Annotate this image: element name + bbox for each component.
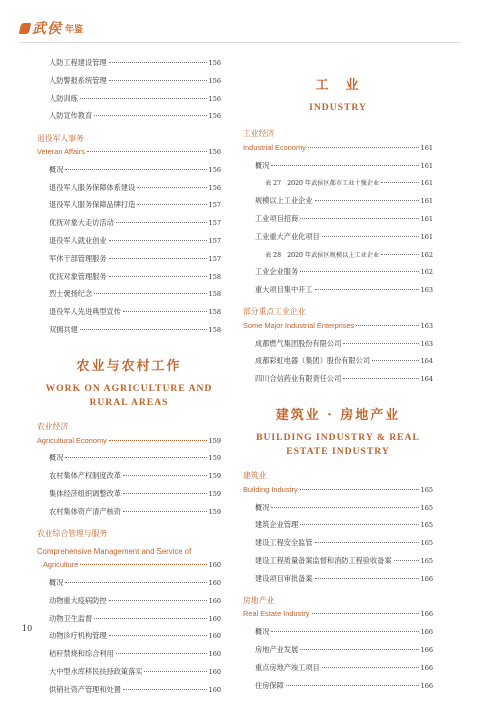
toc-entry[interactable] [243,503,433,521]
toc-entry-title: 供销社资产管理和处置 [49,684,121,694]
toc-entry-title: 成都彩虹电器（集团）股份有限公司 [255,356,371,366]
dot-leader [394,560,419,561]
chapter-title-en: BUILDING INDUSTRY & REAL [256,431,420,443]
dot-leader [315,542,419,543]
dot-leader [65,582,206,583]
toc-entry-title: 重大项目集中开工 [255,285,313,295]
chapter-title-en: INDUSTRY [309,102,367,113]
toc-entry-page: 161 [420,197,433,206]
toc-entry[interactable] [37,272,221,290]
toc-entry-title: 建设工程安全监管 [255,538,313,548]
toc-entry[interactable] [243,556,433,574]
dot-leader [65,169,206,170]
toc-entry[interactable] [37,236,221,254]
toc-entry-page: 159 [208,454,221,463]
toc-entry-page: 165 [420,521,433,530]
toc-list [37,58,221,129]
toc-entry-title: 集体经济组织调整改革 [49,488,121,498]
toc-entry-page: 166 [420,663,433,672]
dot-leader [109,62,207,63]
toc-entry-title: 优抚对象管理服务 [49,271,107,281]
toc-entry-page: 161 [420,214,433,223]
toc-entry-title: 退役军人服务保障体系建设 [49,182,136,192]
toc-entry-page: 160 [208,667,221,676]
toc-entry-title: 成都燃气集团股份有限公司 [255,338,342,348]
toc-entry[interactable] [37,453,221,471]
dot-leader [123,475,207,476]
dot-leader [80,329,207,330]
dot-leader [123,493,207,494]
toc-entry-title: 表 28 2020 年武侯区规模以上工业企业 [265,251,380,259]
toc-entry-title: 概况 [49,577,64,587]
logo-mark-icon [20,22,30,35]
toc-entry-en[interactable]: Agricultural Economy 159 [37,435,221,445]
toc-entry-title: 动物重大疫病防控 [49,595,107,605]
toc-entry[interactable] [37,165,221,183]
toc-list [37,453,221,524]
toc-entry-page: 166 [420,681,433,690]
toc-entry[interactable] [37,596,221,614]
toc-entry-page: 156 [208,94,221,103]
chapter-title-block [37,355,221,410]
toc-entry-page: 156 [208,112,221,121]
toc-entry-title: 农村集体产权制度改革 [49,471,121,481]
toc-list [243,339,433,392]
toc-entry-title: 工业项目招商 [255,213,299,223]
toc-entry-page: 166 [420,645,433,654]
toc-entry-title: 烈士褒扬纪念 [49,289,93,299]
toc-entry-page: 159 [208,507,221,516]
toc-entry[interactable] [37,58,221,76]
page-number: 10 [22,624,33,633]
dot-leader [381,182,418,183]
toc-entry-title: 房地产业发展 [255,644,299,654]
toc-entry-page: 159 [208,489,221,498]
toc-entry-title: 四川合信药业有限责任公司 [255,374,342,384]
toc-entry-title: 建设项目审批备案 [255,573,313,583]
toc-left-column [37,58,221,703]
toc-entry[interactable] [37,667,221,685]
toc-entry-title: 人防训练 [49,93,78,103]
toc-entry-title: 军休干部管理服务 [49,253,107,263]
toc-entry[interactable] [37,111,221,129]
toc-entry-page: 158 [208,308,221,317]
header-divider [20,42,460,43]
toc-list [243,627,433,698]
toc-entry-page: 166 [420,574,433,583]
toc-list [37,165,221,343]
toc-entry-page: 157 [208,254,221,263]
dot-leader [315,289,419,290]
toc-entry[interactable] [37,200,221,218]
toc-entry-title: 概况 [49,164,64,174]
toc-entry-title: 退役军人先进典型宣传 [49,307,121,317]
toc-entry[interactable] [37,685,221,703]
toc-entry[interactable] [243,574,433,592]
dot-leader [109,276,207,277]
dot-leader [123,689,207,690]
toc-entry-title: 动物卫生监督 [49,613,93,623]
toc-entry-page: 160 [208,596,221,605]
toc-entry[interactable] [243,356,433,374]
chapter-title-cn: 建筑业 · 房地产业 [275,407,401,423]
toc-entry-page: 160 [208,614,221,623]
toc-entry-title: 动物诊疗机构管理 [49,631,107,641]
toc-entry-title: 人防警报系统管理 [49,75,107,85]
dot-leader [271,631,418,632]
dot-leader [315,578,419,579]
chapter-title-cn: 工 业 [315,78,361,93]
dot-leader [137,204,206,205]
dot-leader [94,115,206,116]
toc-entry[interactable] [37,218,221,236]
toc-entry-title: 规模以上工业企业 [255,196,313,206]
section-heading-en: Comprehensive Management and Service of [37,546,192,556]
toc-entry-title: 农村集体资产清产核资 [49,506,121,516]
toc-entry-title: 大中型水库移民扶持政策落实 [49,666,143,676]
toc-entry[interactable] [243,232,433,250]
toc-entry-title: 秸秆禁烧和综合利用 [49,649,114,659]
toc-entry[interactable] [243,196,433,214]
dot-leader [322,667,419,668]
yearbook-logo [20,16,83,40]
toc-entry-page: 165 [420,556,433,565]
dot-leader [271,165,418,166]
toc-entry[interactable] [37,307,221,325]
dot-leader [65,457,206,458]
toc-entry-page: 165 [420,539,433,548]
dot-leader [300,524,418,525]
toc-entry-title: 概况 [49,453,64,463]
toc-entry-page: 165 [420,503,433,512]
toc-entry-page: 158 [208,290,221,299]
toc-entry[interactable] [243,681,433,699]
logo-text: 武侯 [32,21,62,37]
section-heading-cn: 农业经济 [37,422,69,432]
toc-right-column [243,58,433,698]
toc-entry[interactable] [243,538,433,556]
toc-entry-title: 人防工程建设管理 [49,58,107,67]
toc-entry-page: 161 [420,161,433,170]
toc-entry-en[interactable]: Real Estate Industry 166 [243,609,433,619]
toc-entry-page: 156 [208,165,221,174]
toc-entry-page: 163 [420,339,433,348]
chapter-title-cn: 农业与农村工作 [76,358,182,374]
toc-entry[interactable] [37,578,221,596]
dot-leader [144,671,206,672]
toc-entry-en[interactable]: Some Major Industrial Enterprises 163 [243,320,433,330]
toc-entry-title: 建设工程质量备案监督和消防工程验收备案 [255,555,392,565]
toc-entry[interactable] [243,645,433,663]
toc-entry[interactable] [37,254,221,272]
toc-entry-title: 退役军人服务保障品牌打造 [49,200,136,210]
toc-entry[interactable] [243,267,433,285]
dot-leader [109,258,207,259]
section-heading-cn: 农业综合管理与服务 [37,528,108,538]
toc-entry-page: 161 [420,232,433,241]
dot-leader [123,511,207,512]
dot-leader [343,343,418,344]
dot-leader [109,80,207,81]
dot-leader [109,240,207,241]
dot-leader [300,649,418,650]
toc-entry-page: 162 [420,268,433,277]
toc-entry-page: 157 [208,219,221,228]
toc-entry[interactable] [37,489,221,507]
section-heading-cn: 工业经济 [243,129,275,139]
toc-entry-page: 160 [208,578,221,587]
toc-entry[interactable] [37,649,221,667]
toc-entry[interactable] [37,94,221,112]
toc-entry-title: 住房保障 [255,680,284,690]
toc-entry-title: 双拥共建 [49,324,78,334]
logo-subtitle: 年鉴 [65,24,84,35]
toc-entry[interactable] [243,178,433,196]
toc-entry-title: 工业企业服务 [255,267,299,277]
toc-entry[interactable] [37,183,221,201]
toc-entry-title: 概况 [255,502,270,512]
toc-entry[interactable] [37,507,221,525]
toc-entry-page: 163 [420,286,433,295]
toc-list [243,503,433,592]
toc-entry-page: 160 [208,685,221,694]
toc-entry[interactable] [37,289,221,307]
dot-leader [343,378,418,379]
toc-entry-page: 160 [208,650,221,659]
toc-entry-title: 重点房地产竣工项目 [255,662,320,672]
toc-entry[interactable] [37,614,221,632]
toc-entry[interactable] [243,663,433,681]
toc-entry[interactable] [37,76,221,94]
toc-entry[interactable] [243,339,433,357]
toc-entry[interactable] [243,250,433,268]
toc-entry-page: 158 [208,325,221,334]
toc-entry-title: 人防宣传教育 [49,111,93,121]
dot-leader [94,293,206,294]
chapter-title-block [243,404,433,459]
toc-entry[interactable] [243,214,433,232]
toc-entry[interactable] [243,374,433,392]
dot-leader [94,618,206,619]
toc-entry-title: 概况 [255,160,270,170]
dot-leader [315,200,419,201]
dot-leader [80,98,207,99]
toc-entry-title: 表 27 2020 年武侯区都市工业十强企业 [265,180,380,188]
toc-entry-en[interactable]: Building Industry 165 [243,484,433,494]
toc-entry-en[interactable]: Veteran Affairs 156 [37,146,221,156]
toc-entry-page: 157 [208,236,221,245]
toc-list [243,161,433,303]
toc-entry[interactable] [243,520,433,538]
toc-entry-page: 160 [208,632,221,641]
toc-entry[interactable] [37,325,221,343]
dot-leader [300,271,418,272]
toc-entry-page: 156 [208,183,221,192]
dot-leader [109,635,207,636]
toc-entry-page: 157 [208,201,221,210]
toc-entry-page: 156 [208,76,221,85]
dot-leader [381,254,418,255]
chapter-title-block [243,74,433,115]
dot-leader [109,600,207,601]
toc-entry[interactable] [37,631,221,649]
toc-entry[interactable] [243,627,433,645]
section-heading-cn: 退役军人事务 [37,133,84,143]
toc-entry-page: 164 [420,375,433,384]
toc-entry-page: 158 [208,272,221,281]
section-heading-cn: 建筑业 [243,471,267,481]
dot-leader [116,222,207,223]
dot-leader [300,218,418,219]
toc-entry-page: 156 [208,59,221,67]
toc-entry-page: 164 [420,357,433,366]
dot-leader [286,685,419,686]
chapter-title-en: ESTATE INDUSTRY [286,445,390,457]
toc-entry[interactable] [37,471,221,489]
toc-entry-en[interactable]: Agriculture 160 [43,560,221,570]
toc-entry-en[interactable]: Industrial Economy 161 [243,142,433,152]
chapter-title-en: WORK ON AGRICULTURE AND [45,382,213,394]
dot-leader [137,187,206,188]
dot-leader [123,311,207,312]
section-heading-cn: 部分重点工业企业 [243,307,306,317]
toc-entry-page: 159 [208,472,221,481]
section-heading-cn: 房地产业 [243,595,275,605]
toc-list [37,578,221,703]
toc-entry-title: 退役军人就业创业 [49,235,107,245]
toc-entry[interactable] [243,285,433,303]
dot-leader [116,653,207,654]
toc-entry-page: 161 [420,179,433,188]
toc-entry-title: 概况 [255,627,270,637]
toc-entry-page: 162 [420,250,433,259]
toc-entry-title: 优抚对象大走访活动 [49,218,114,228]
toc-entry-title: 工业重大产业化项目 [255,231,320,241]
dot-leader [322,236,419,237]
toc-entry-page: 166 [420,628,433,637]
dot-leader [372,360,419,361]
toc-entry-title: 建筑企业管理 [255,520,299,530]
toc-entry[interactable] [243,161,433,179]
dot-leader [271,507,418,508]
chapter-title-en: RURAL AREAS [89,396,169,408]
